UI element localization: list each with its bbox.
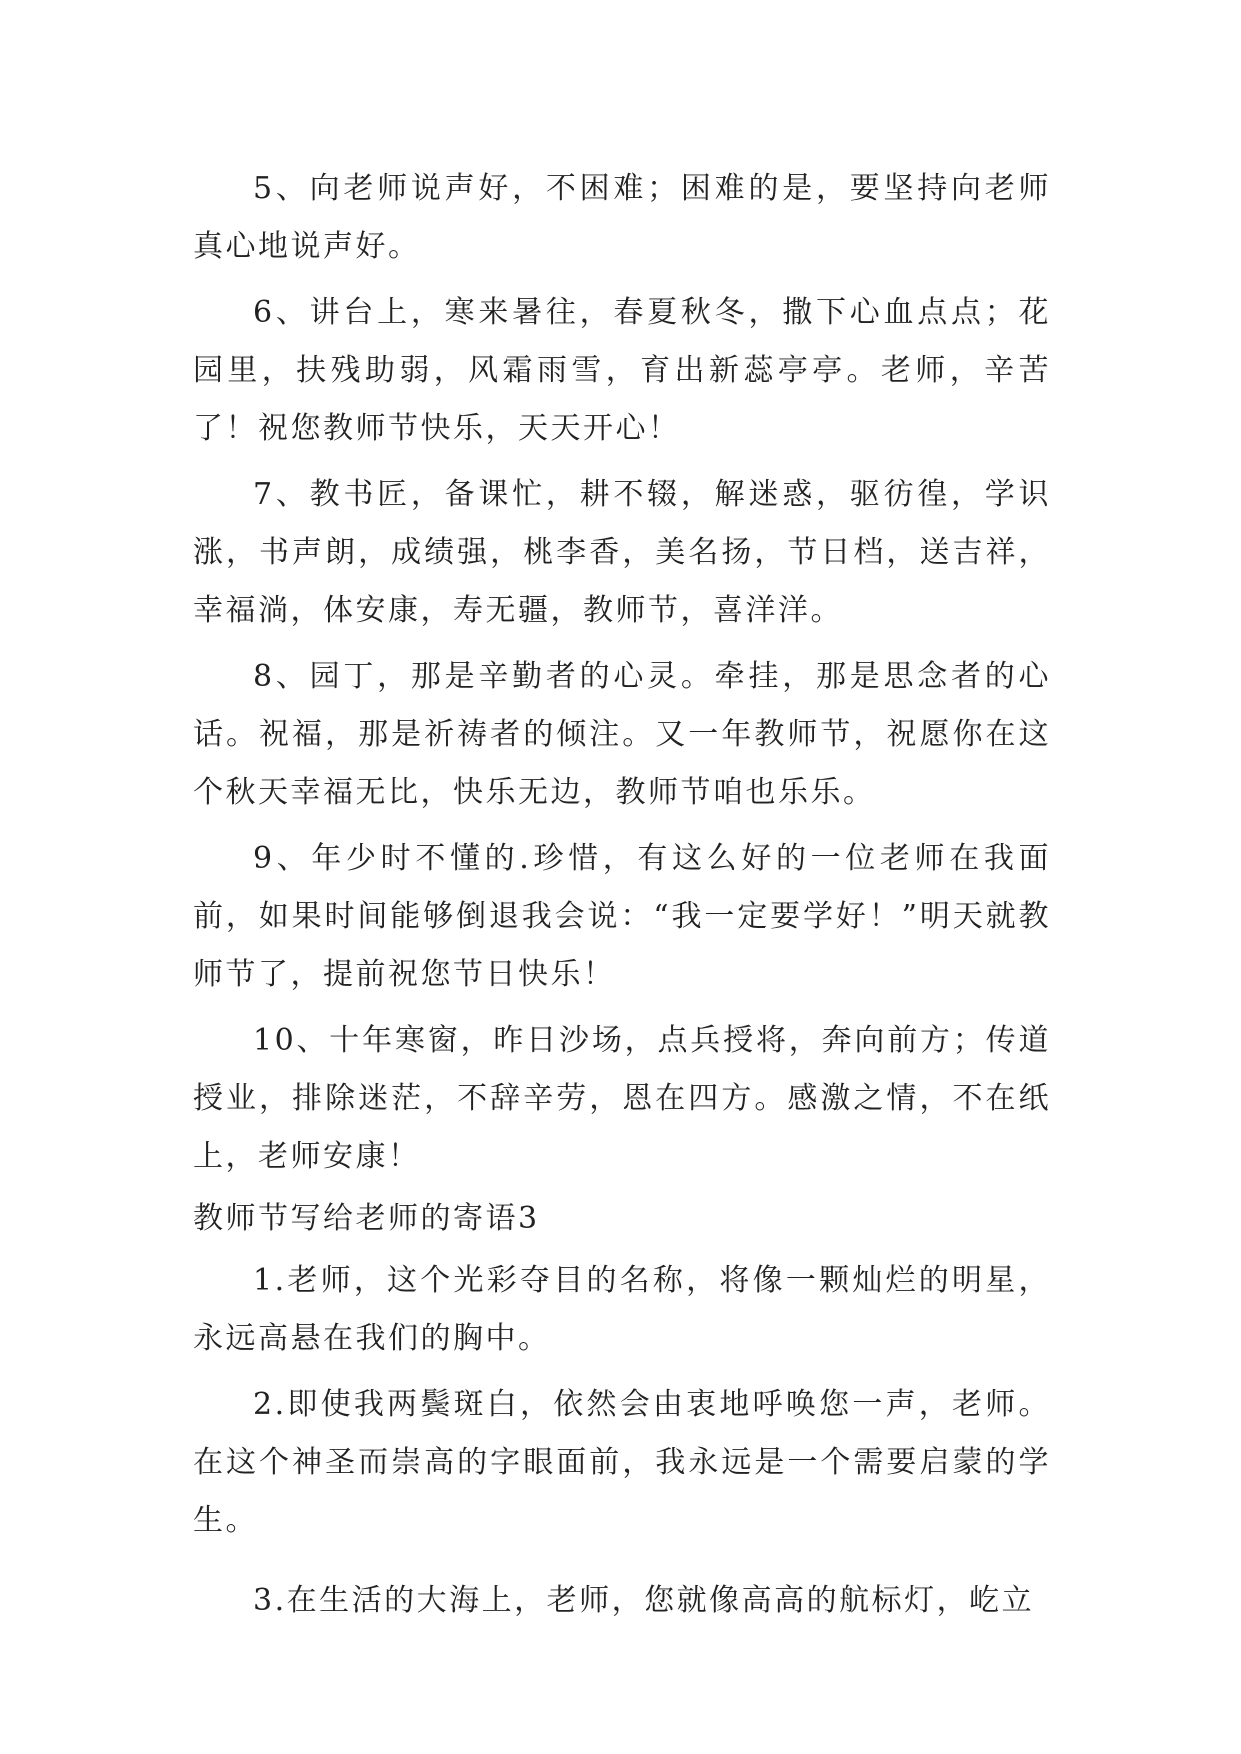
paragraph-5: 5、向老师说声好，不困难；困难的是，要坚持向老师真心地说声好。	[193, 171, 1051, 264]
paragraph-6: 6、讲台上，寒来暑往，春夏秋冬，撒下心血点点；花园里，扶残助弱，风霜雨雪，育出新蕊亭亭。老师，辛苦了！祝您教师节快乐，天天开心！	[193, 295, 1051, 446]
paragraph-8: 8、园丁，那是辛勤者的心灵。牵挂，那是思念者的心话。祝福，那是祈祷者的倾注。又一年教师节，祝愿你在这个秋天幸福无比，快乐无边，教师节咱也乐乐。	[193, 659, 1051, 810]
paragraph-gap	[193, 1558, 1051, 1572]
paragraph-s3-1: 1.老师，这个光彩夺目的名称，将像一颗灿烂的明星，永远高悬在我们的胸中。	[193, 1263, 1051, 1356]
paragraph-s3-2: 2.即使我两鬓斑白，依然会由衷地呼唤您一声，老师。在这个神圣而崇高的字眼面前，我永远是一个需要启蒙的学生。	[193, 1387, 1051, 1538]
section-heading: 教师节写给老师的寄语3	[193, 1201, 540, 1236]
paragraph-9: 9、年少时不懂的.珍惜，有这么好的一位老师在我面前，如果时间能够倒退我会说：“我一定要学好！”明天就教师节了，提前祝您节日快乐！	[193, 841, 1051, 992]
paragraph-s3-3: 3.在生活的大海上，老师，您就像高高的航标灯，屹立	[253, 1583, 1035, 1618]
paragraph-7: 7、教书匠，备课忙，耕不辍，解迷惑，驱彷徨，学识涨，书声朗，成绩强，桃李香，美名扬，节日档，送吉祥，幸福淌，体安康，寿无疆，教师节，喜洋洋。	[193, 477, 1051, 628]
paragraph-10: 10、十年寒窗，昨日沙场，点兵授将，奔向前方；传道授业，排除迷茫，不辞辛劳，恩在四方。感激之情，不在纸上，老师安康！	[193, 1023, 1051, 1174]
document-body	[193, 160, 1051, 1638]
